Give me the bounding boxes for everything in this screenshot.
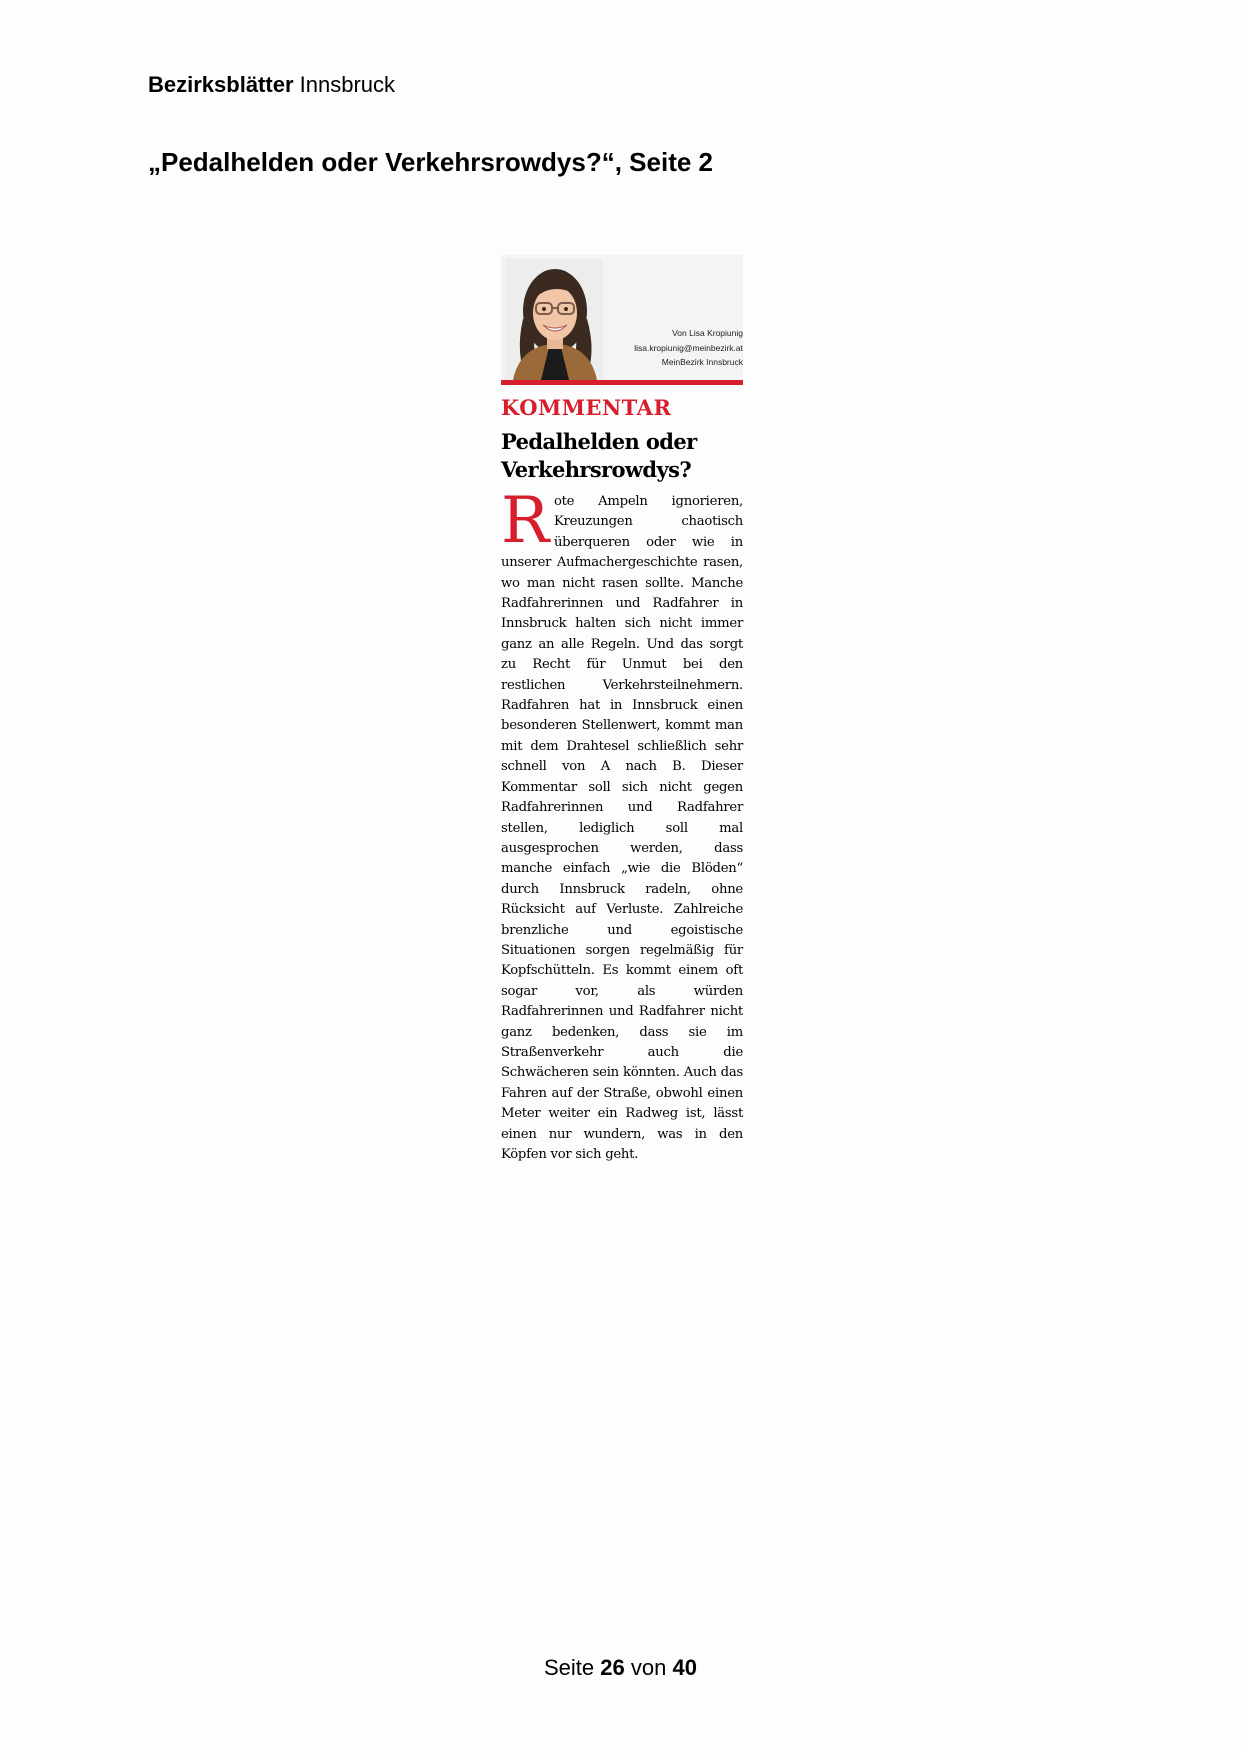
author-photo (505, 259, 603, 380)
article-clipping (501, 255, 743, 1165)
footer-total-pages: 40 (672, 1655, 697, 1680)
author-meta (634, 326, 743, 370)
author-email: lisa.kropiunig@meinbezirk.at (634, 342, 743, 353)
footer-prefix: Seite (544, 1655, 595, 1680)
footer-separator: von (630, 1655, 667, 1680)
drop-cap: R (501, 484, 549, 558)
article-kicker: KOMMENTAR (501, 395, 672, 420)
headline-line-1: Pedalhelden oder (501, 429, 697, 454)
publication-header (148, 72, 395, 98)
article-body (501, 484, 743, 1165)
page-heading: „Pedalhelden oder Verkehrsrowdys?“, Seite 2 (148, 147, 713, 177)
author-box (501, 255, 743, 385)
author-outlet: MeinBezirk Innsbruck (661, 357, 743, 367)
page-footer (0, 1655, 1241, 1681)
article-body-text: ote Ampeln ignorieren, Kreuzungen chaotisch überqueren oder wie in unserer Aufmachergeschichte rasen, wo man nicht rasen sollte. Manche Radfahrerinnen und Radfahrer in Innsbruck halten sich nicht immer ganz an alle Regeln. Und das sorgt zu Recht für Unmut bei den restlichen Verkehrsteilnehmern. Radfahren hat in Innsbruck einen besonderen Stellenwert, kommt man mit dem Drahtesel schließlich sehr schnell von A nach B. Dieser Kommentar soll sich nicht gegen Radfahrerinnen und Radfahrer stellen, lediglich soll mal ausgesprochen werden, dass manche einfach „wie die Blöden“ durch Innsbruck radeln, ohne Rücksicht auf Verluste. Zahlreiche brenzliche und egoistische Situationen sorgen regelmäßig für Kopfschütteln. Es kommt einem oft sogar vor, als würden Radfahrerinnen und Radfahrer nicht ganz bedenken, dass sie im Straßenverkehr auch die Schwächeren sein könnten. Auch das Fahren auf der Straße, obwohl einen Meter weiter ein Radweg ist, lässt einen nur wundern, was in den Köpfen vor sich geht. (501, 494, 743, 1162)
publication-name: Bezirksblätter (148, 72, 294, 97)
author-name: Von Lisa Kropiunig (672, 328, 743, 338)
article-headline (501, 428, 743, 484)
publication-region: Innsbruck (299, 72, 396, 97)
footer-current-page: 26 (600, 1655, 625, 1680)
headline-line-2: Verkehrsrowdys? (501, 457, 692, 482)
